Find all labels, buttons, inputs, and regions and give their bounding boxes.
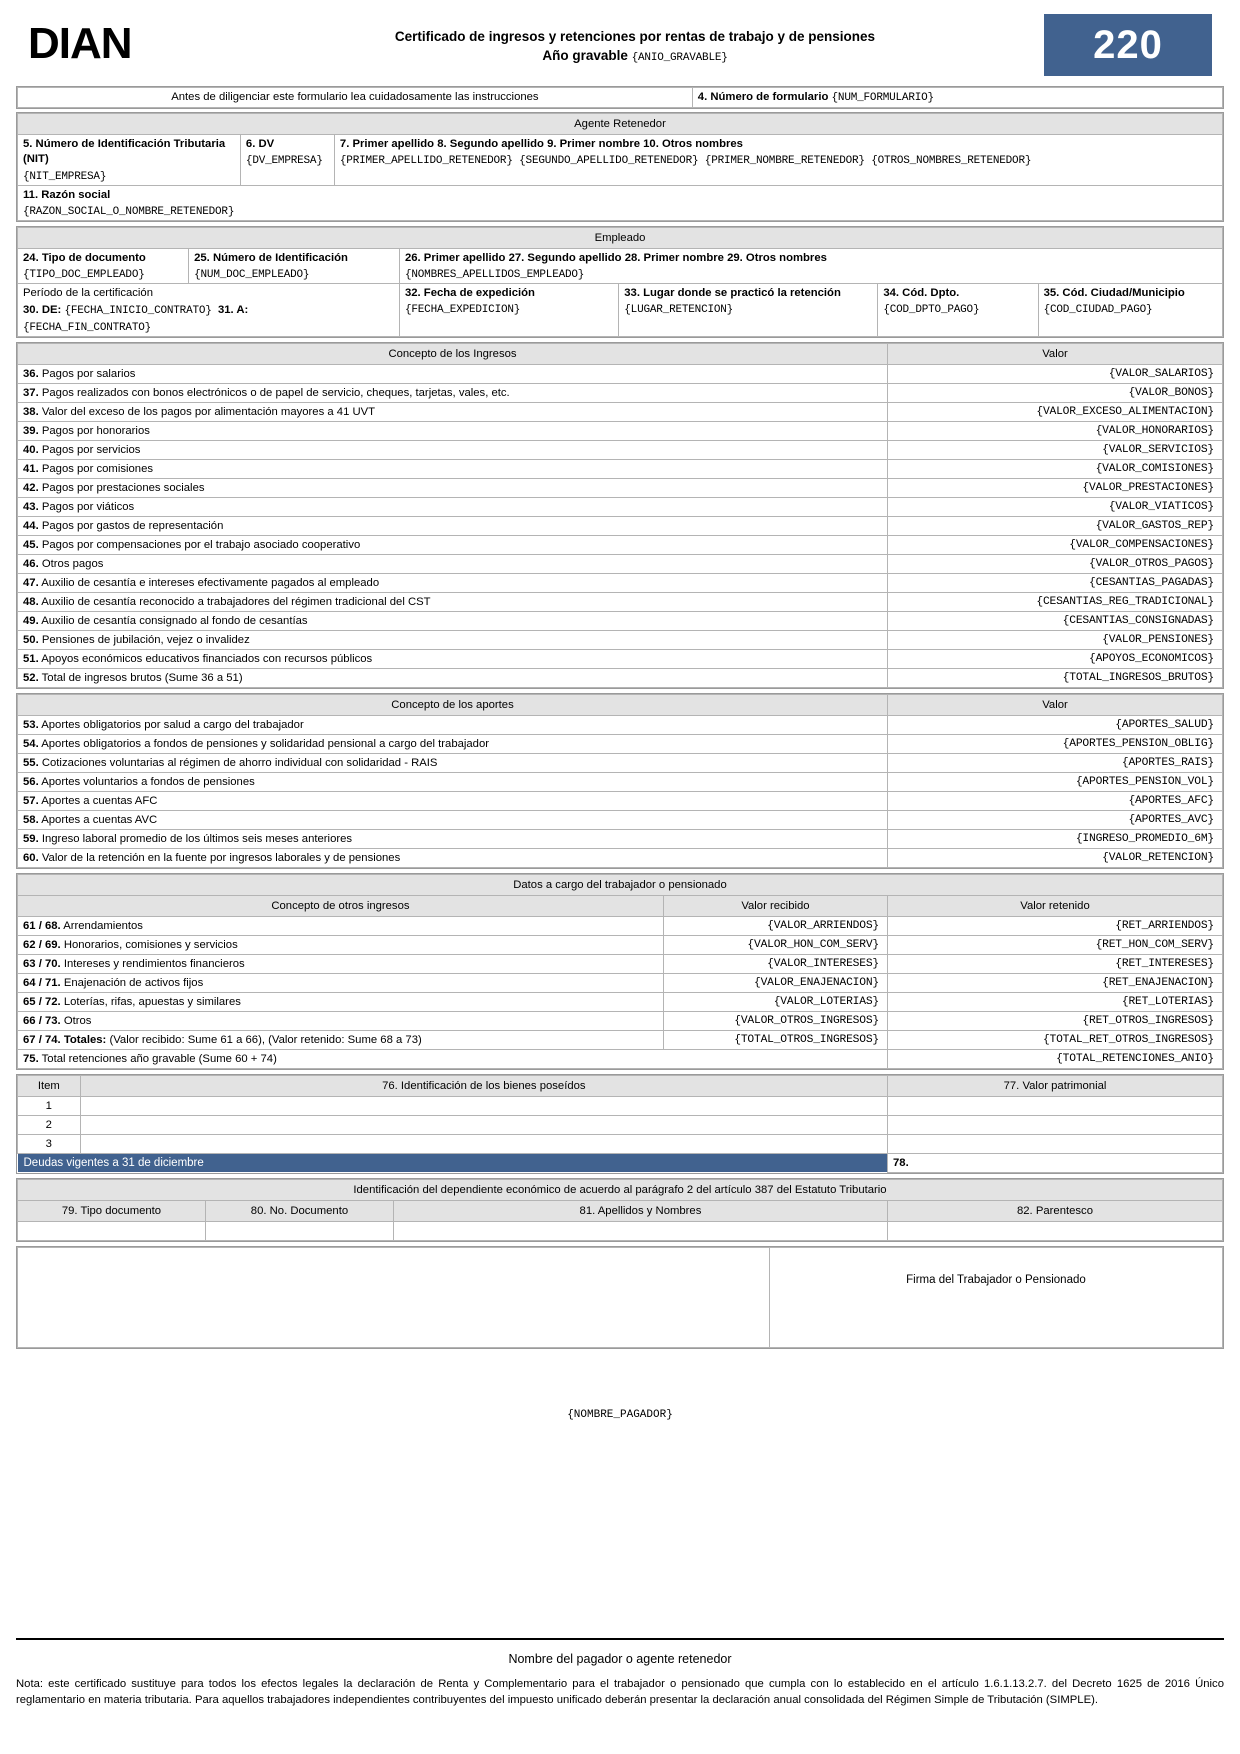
table-row[interactable] <box>18 917 1223 936</box>
ingresos-header-valor: Valor <box>888 344 1223 365</box>
row-concepto <box>18 716 888 735</box>
f75-concepto <box>18 1050 888 1069</box>
row-valor-retenido: {RET_ARRIENDOS} <box>888 917 1223 936</box>
form-number-label: 4. Número de formulario <box>697 91 829 103</box>
row-label: Aportes a cuentas AVC <box>38 814 158 827</box>
row-concepto <box>18 517 888 536</box>
table-row[interactable] <box>18 716 1223 735</box>
row-concepto <box>18 612 888 631</box>
table-row[interactable] <box>18 1012 1223 1031</box>
field-cod-dpto-value: {COD_DPTO_PAGO} <box>883 304 980 317</box>
row-concepto <box>18 936 664 955</box>
row-concepto <box>18 631 888 650</box>
bienes-item-valor[interactable] <box>888 1097 1223 1116</box>
table-row[interactable] <box>18 422 1223 441</box>
row-number: 50. <box>23 634 39 647</box>
page-title <box>226 14 1044 67</box>
aportes-body <box>18 716 1223 868</box>
table-row[interactable] <box>18 441 1223 460</box>
row-concepto <box>18 917 664 936</box>
table-row[interactable] <box>18 993 1223 1012</box>
field-primer-apellido-label: 7. Primer apellido <box>339 138 435 150</box>
deudas-label: Deudas vigentes a 31 de diciembre <box>18 1154 888 1172</box>
row-number: 40. <box>23 444 39 457</box>
table-row[interactable] <box>18 650 1223 669</box>
band-datos-trabajador: Datos a cargo del trabajador o pensionado <box>18 875 1223 896</box>
row-number: 58. <box>23 814 39 827</box>
row-number: 59. <box>23 833 39 846</box>
dependiente-cell-apellidos[interactable] <box>393 1222 887 1241</box>
field-periodo-certificacion[interactable] <box>18 284 400 337</box>
table-row[interactable] <box>18 612 1223 631</box>
row-valor-recibido: {VALOR_ENAJENACION} <box>663 974 887 993</box>
row-number: 47. <box>23 577 39 590</box>
row-label: Auxilio de cesantía consignado al fondo de cesantías <box>38 615 308 628</box>
field-fecha-fin-value: {FECHA_FIN_CONTRATO} <box>23 322 152 335</box>
field-razon-social[interactable] <box>18 185 1223 220</box>
row-value: {CESANTIAS_PAGADAS} <box>888 574 1223 593</box>
section-bienes <box>16 1074 1224 1174</box>
row-value: {APORTES_PENSION_VOL} <box>888 773 1223 792</box>
section-aportes <box>16 693 1224 869</box>
dependiente-header-apellidos: 81. Apellidos y Nombres <box>393 1201 887 1222</box>
row-concepto <box>18 536 888 555</box>
section-dependiente <box>16 1178 1224 1242</box>
row-label: Pagos por viáticos <box>38 501 135 514</box>
instruction-text: Antes de diligenciar este formulario lea cuidadosamente las instrucciones <box>18 88 693 108</box>
row-value: {CESANTIAS_CONSIGNADAS} <box>888 612 1223 631</box>
bienes-item-valor[interactable] <box>888 1135 1223 1154</box>
dependiente-row[interactable] <box>18 1222 1223 1241</box>
table-row[interactable] <box>18 1097 1223 1116</box>
row-number: 46. <box>23 558 39 571</box>
form-number-field[interactable] <box>692 88 1222 108</box>
row-label: Otros <box>60 1015 92 1028</box>
field-emp-otros-nombres-label: 29. Otros nombres <box>727 251 827 264</box>
table-row[interactable] <box>18 830 1223 849</box>
field-lugar-retencion-value: {LUGAR_RETENCION} <box>624 304 734 317</box>
anio-gravable-value: {ANIO_GRAVABLE} <box>631 52 728 65</box>
field-razon-social-value: {RAZON_SOCIAL_O_NOMBRE_RETENEDOR} <box>23 205 235 218</box>
row-label: Pensiones de jubilación, vejez o invalidez <box>38 634 250 647</box>
row-value: {VALOR_COMPENSACIONES} <box>888 536 1223 555</box>
field-cod-ciudad-label: 35. Cód. Ciudad/Municipio <box>1043 287 1185 299</box>
bienes-item-number: 2 <box>18 1116 81 1135</box>
row-concepto <box>18 593 888 612</box>
row-label: Valor del exceso de los pagos por alimentación mayores a 41 UVT <box>38 406 376 419</box>
otros-total-retenido: {TOTAL_RET_OTROS_INGRESOS} <box>888 1031 1223 1050</box>
title-line-2 <box>226 46 1044 67</box>
row-number: 41. <box>23 463 39 476</box>
row-value: {VALOR_PRESTACIONES} <box>888 479 1223 498</box>
firma-trabajador-label: Firma del Trabajador o Pensionado <box>906 1274 1086 1287</box>
dependiente-cell-tipo-doc[interactable] <box>18 1222 206 1241</box>
field-nombres-retenedor[interactable] <box>334 135 1222 186</box>
band-empleado: Empleado <box>18 227 1223 248</box>
otros-header-concepto: Concepto de otros ingresos <box>18 896 664 917</box>
row-value: {VALOR_EXCESO_ALIMENTACION} <box>888 403 1223 422</box>
row-label: Pagos por servicios <box>38 444 141 457</box>
bienes-item-valor[interactable] <box>888 1116 1223 1135</box>
otros-body <box>18 917 1223 1031</box>
row-label: Aportes obligatorios a fondos de pensiones y solidaridad pensional a cargo del trabajador <box>38 738 490 751</box>
row-label: Pagos por comisiones <box>38 463 154 476</box>
table-row[interactable] <box>18 1116 1223 1135</box>
anio-gravable-label: Año gravable <box>542 48 628 64</box>
field-primer-nombre-value: {PRIMER_NOMBRE_RETENEDOR} <box>704 155 865 168</box>
row-valor-retenido: {RET_HON_COM_SERV} <box>888 936 1223 955</box>
row-concepto <box>18 365 888 384</box>
field-num-identificacion-label: 25. Número de Identificación <box>194 251 348 264</box>
row-value: {CESANTIAS_REG_TRADICIONAL} <box>888 593 1223 612</box>
table-row[interactable] <box>18 365 1223 384</box>
bienes-body <box>18 1097 1223 1154</box>
bienes-item-descripcion[interactable] <box>80 1116 887 1135</box>
bienes-item-number: 3 <box>18 1135 81 1154</box>
row-label: Total de ingresos brutos (Sume 36 a 51) <box>38 672 243 685</box>
row-label: Ingreso laboral promedio de los últimos seis meses anteriores <box>38 833 353 846</box>
row-value: {APORTES_AVC} <box>888 811 1223 830</box>
row-value: {VALOR_VIATICOS} <box>888 498 1223 517</box>
section-otros-ingresos <box>16 873 1224 1070</box>
row-number: 36. <box>23 368 39 381</box>
row-value: {VALOR_PENSIONES} <box>888 631 1223 650</box>
row-label: Apoyos económicos educativos financiados con recursos públicos <box>38 653 373 666</box>
deudas-num: 78. <box>893 1157 909 1170</box>
band-dependiente: Identificación del dependiente económico de acuerdo al parágrafo 2 del artículo 387 del Estatuto Tributario <box>18 1180 1223 1201</box>
row-concepto <box>18 384 888 403</box>
band-agente-retenedor: Agente Retenedor <box>18 114 1223 135</box>
field-segundo-apellido-label: 8. Segundo apellido <box>437 138 544 150</box>
field-nit-value: {NIT_EMPRESA} <box>23 170 107 183</box>
row-concepto <box>18 422 888 441</box>
section-ingresos <box>16 342 1224 689</box>
table-row[interactable] <box>18 1135 1223 1154</box>
field-dv-label: 6. DV <box>245 138 275 150</box>
table-row[interactable] <box>18 955 1223 974</box>
row-number: 42. <box>23 482 39 495</box>
row-concepto <box>18 849 888 868</box>
ingresos-header-concepto: Concepto de los Ingresos <box>18 344 888 365</box>
row-number: 38. <box>23 406 39 419</box>
table-row[interactable] <box>18 735 1223 754</box>
row-value: {VALOR_BONOS} <box>888 384 1223 403</box>
row-value: {VALOR_SALARIOS} <box>888 365 1223 384</box>
page-header <box>16 0 1224 86</box>
row-value: {APORTES_SALUD} <box>888 716 1223 735</box>
field-fecha-expedicion[interactable] <box>399 284 618 337</box>
field-num-identificacion-value: {NUM_DOC_EMPLEADO} <box>194 269 310 281</box>
row-value: {VALOR_RETENCION} <box>888 849 1223 868</box>
table-row[interactable] <box>18 479 1223 498</box>
row-concepto <box>18 773 888 792</box>
nombre-pagador-value: {NOMBRE_PAGADOR} <box>567 1409 673 1422</box>
table-row[interactable] <box>18 460 1223 479</box>
row-label: Pagos realizados con bonos electrónicos o de papel de servicio, cheques, tarjetas, vales, etc. <box>38 387 510 400</box>
row-valor-retenido: {RET_INTERESES} <box>888 955 1223 974</box>
field-razon-social-label: 11. Razón social <box>23 188 111 201</box>
row-valor-recibido: {VALOR_HON_COM_SERV} <box>663 936 887 955</box>
table-row[interactable] <box>18 574 1223 593</box>
row-value: {VALOR_GASTOS_REP} <box>888 517 1223 536</box>
instruction-strip <box>16 86 1224 109</box>
row-number: 39. <box>23 425 39 438</box>
row-number: 62 / 69. <box>23 939 61 952</box>
row-label: Pagos por prestaciones sociales <box>38 482 205 495</box>
field-cod-dpto-label: 34. Cód. Dpto. <box>883 287 960 299</box>
table-row[interactable] <box>18 974 1223 993</box>
table-row[interactable] <box>18 1050 1223 1069</box>
table-row[interactable] <box>18 498 1223 517</box>
row-value: {INGRESO_PROMEDIO_6M} <box>888 830 1223 849</box>
row-valor-retenido: {RET_OTROS_INGRESOS} <box>888 1012 1223 1031</box>
field-emp-segundo-apellido-label: 27. Segundo apellido <box>508 251 622 264</box>
dependiente-cell-parentesco[interactable] <box>887 1222 1222 1241</box>
field-periodo-label: Período de la certificación <box>23 287 153 299</box>
row-number: 57. <box>23 795 39 808</box>
row-label: Intereses y rendimientos financieros <box>60 958 245 971</box>
row-label: Aportes a cuentas AFC <box>38 795 158 808</box>
bienes-item-descripcion[interactable] <box>80 1135 887 1154</box>
field-dv-value: {DV_EMPRESA} <box>245 155 323 168</box>
row-concepto <box>18 811 888 830</box>
row-label: Loterías, rifas, apuestas y similares <box>60 996 241 1009</box>
row-label: Pagos por compensaciones por el trabajo asociado cooperativo <box>38 539 361 552</box>
footer-divider <box>16 1638 1224 1640</box>
row-label: Auxilio de cesantía reconocido a trabajadores del régimen tradicional del CST <box>38 596 431 609</box>
row-number: 61 / 68. <box>23 920 61 933</box>
row-value: {VALOR_OTROS_PAGOS} <box>888 555 1223 574</box>
row-number: 52. <box>23 672 39 685</box>
table-row[interactable] <box>18 936 1223 955</box>
dian-logo: DIAN <box>28 19 132 68</box>
row-label: Enajenación de activos fijos <box>60 977 204 990</box>
row-value: {APORTES_RAIS} <box>888 754 1223 773</box>
row-concepto <box>18 498 888 517</box>
field-cod-ciudad[interactable] <box>1038 284 1222 337</box>
row-number: 66 / 73. <box>23 1015 61 1028</box>
field-tipo-documento-label: 24. Tipo de documento <box>23 251 146 264</box>
bienes-header-item: Item <box>18 1076 81 1097</box>
row-number: 37. <box>23 387 39 400</box>
row-number: 48. <box>23 596 39 609</box>
row-concepto <box>18 555 888 574</box>
table-row[interactable] <box>18 384 1223 403</box>
row-number: 63 / 70. <box>23 958 61 971</box>
section-agente-retenedor <box>16 112 1224 222</box>
row-number: 53. <box>23 719 39 732</box>
footer-note: Nota: este certificado sustituye para todos los efectos legales la declaración de Renta y Complementario para el trabajador o pensionado que cumpla con lo establecido en el artículo 1.6.1.13.2.7. del Decreto 1625 de 2016 Único reglamentario en materia tributaria. Para aquellos trabajadores independientes contribuyentes del impuesto unificado deberán presentar la declaración anual consolidada del Régimen Simple de Tributación (SIMPLE). <box>16 1678 1224 1707</box>
row-value: {TOTAL_INGRESOS_BRUTOS} <box>888 669 1223 688</box>
table-row[interactable] <box>18 669 1223 688</box>
field-dv[interactable] <box>240 135 334 186</box>
aportes-header-concepto: Concepto de los aportes <box>18 695 888 716</box>
row-label: Honorarios, comisiones y servicios <box>60 939 238 952</box>
row-valor-recibido: {VALOR_LOTERIAS} <box>663 993 887 1012</box>
row-label: Arrendamientos <box>60 920 143 933</box>
row-number: 64 / 71. <box>23 977 61 990</box>
field-lugar-retencion-label: 33. Lugar donde se practicó la retención <box>624 287 841 299</box>
row-number: 65 / 72. <box>23 996 61 1009</box>
row-number: 49. <box>23 615 39 628</box>
table-row[interactable] <box>18 773 1223 792</box>
row-valor-recibido: {VALOR_OTROS_INGRESOS} <box>663 1012 887 1031</box>
table-row[interactable] <box>18 517 1223 536</box>
aportes-header-valor: Valor <box>888 695 1223 716</box>
table-row[interactable] <box>18 403 1223 422</box>
row-concepto <box>18 993 664 1012</box>
row-number: 56. <box>23 776 39 789</box>
table-row[interactable] <box>18 536 1223 555</box>
bienes-item-number: 1 <box>18 1097 81 1116</box>
row-valor-recibido: {VALOR_INTERESES} <box>663 955 887 974</box>
row-label: Aportes voluntarios a fondos de pensiones <box>38 776 255 789</box>
row-concepto <box>18 441 888 460</box>
deudas-bar-cell <box>18 1154 888 1173</box>
field-primer-apellido-value: {PRIMER_APELLIDO_RETENEDOR} <box>339 155 513 168</box>
row-number: 44. <box>23 520 39 533</box>
row-concepto <box>18 792 888 811</box>
ingresos-body <box>18 365 1223 688</box>
row-label: Cotizaciones voluntarias al régimen de ahorro individual con solidaridad - RAIS <box>38 757 438 770</box>
field-fecha-fin-label: 31. A: <box>217 304 249 317</box>
row-valor-retenido: {RET_LOTERIAS} <box>888 993 1223 1012</box>
otros-total-recibido: {TOTAL_OTROS_INGRESOS} <box>663 1031 887 1050</box>
row-number: 60. <box>23 852 39 865</box>
otros-header-retenido: Valor retenido <box>888 896 1223 917</box>
row-concepto <box>18 955 664 974</box>
field-nit[interactable] <box>18 135 241 186</box>
field-nombres-empleado-value: {NOMBRES_APELLIDOS_EMPLEADO} <box>404 269 585 281</box>
dependiente-cell-num-doc[interactable] <box>205 1222 393 1241</box>
otros-total-label: (Valor recibido: Sume 61 a 66), (Valor retenido: Sume 68 a 73) <box>109 1034 422 1047</box>
field-emp-primer-nombre-label: 28. Primer nombre <box>624 251 724 264</box>
dependiente-header-parentesco: 82. Parentesco <box>887 1201 1222 1222</box>
row-label: Pagos por salarios <box>38 368 136 381</box>
f75-num: 75. <box>23 1053 39 1066</box>
row-number: 43. <box>23 501 39 514</box>
field-cod-ciudad-value: {COD_CIUDAD_PAGO} <box>1043 304 1153 317</box>
row-label: Otros pagos <box>38 558 104 571</box>
otros-total-num: 67 / 74. <box>23 1034 61 1047</box>
f75-value: {TOTAL_RETENCIONES_ANIO} <box>888 1050 1223 1069</box>
row-concepto <box>18 574 888 593</box>
field-tipo-documento[interactable] <box>18 248 189 283</box>
row-value: {VALOR_HONORARIOS} <box>888 422 1223 441</box>
row-valor-retenido: {RET_ENAJENACION} <box>888 974 1223 993</box>
field-segundo-apellido-value: {SEGUNDO_APELLIDO_RETENEDOR} <box>519 155 699 168</box>
row-label: Pagos por honorarios <box>38 425 150 438</box>
row-value: {APORTES_AFC} <box>888 792 1223 811</box>
row-value: {APORTES_PENSION_OBLIG} <box>888 735 1223 754</box>
field-num-identificacion[interactable] <box>189 248 400 283</box>
field-lugar-retencion[interactable] <box>619 284 878 337</box>
deudas-row[interactable] <box>18 1154 1223 1173</box>
bienes-header-valor: 77. Valor patrimonial <box>888 1076 1223 1097</box>
firma-trabajador-area[interactable] <box>769 1248 1222 1348</box>
otros-total-concepto <box>18 1031 664 1050</box>
otros-foot <box>18 1031 1223 1069</box>
row-concepto <box>18 754 888 773</box>
row-concepto <box>18 669 888 688</box>
bienes-header-identificacion: 76. Identificación de los bienes poseídos <box>80 1076 887 1097</box>
table-row[interactable] <box>18 792 1223 811</box>
row-label: Valor de la retención en la fuente por ingresos laborales y de pensiones <box>38 852 401 865</box>
table-row[interactable] <box>18 1031 1223 1050</box>
row-label: Aportes obligatorios por salud a cargo del trabajador <box>38 719 304 732</box>
field-fecha-inicio-value: {FECHA_INICIO_CONTRATO} <box>64 305 212 318</box>
table-row[interactable] <box>18 593 1223 612</box>
section-empleado <box>16 226 1224 338</box>
section-firma <box>16 1246 1224 1349</box>
row-value: {VALOR_SERVICIOS} <box>888 441 1223 460</box>
row-value: {VALOR_COMISIONES} <box>888 460 1223 479</box>
otros-header-recibido: Valor recibido <box>663 896 887 917</box>
field-tipo-documento-value: {TIPO_DOC_EMPLEADO} <box>23 269 145 281</box>
field-emp-primer-apellido-label: 26. Primer apellido <box>404 251 506 264</box>
row-concepto <box>18 403 888 422</box>
page-footer <box>16 1638 1224 1709</box>
table-row[interactable] <box>18 555 1223 574</box>
row-concepto <box>18 735 888 754</box>
form-number-value: {NUM_FORMULARIO} <box>831 92 934 104</box>
field-nit-label: 5. Número de Identificación Tributaria (NIT) <box>23 138 226 166</box>
deudas-value-cell[interactable] <box>888 1154 1223 1173</box>
table-row[interactable] <box>18 754 1223 773</box>
title-line-1: Certificado de ingresos y retenciones por rentas de trabajo y de pensiones <box>394 29 876 44</box>
row-value: {APOYOS_ECONOMICOS} <box>888 650 1223 669</box>
row-number: 45. <box>23 539 39 552</box>
row-concepto <box>18 974 664 993</box>
bienes-item-descripcion[interactable] <box>80 1097 887 1116</box>
row-label: Auxilio de cesantía e intereses efectivamente pagados al empleado <box>38 577 380 590</box>
otros-total-bold: Totales: <box>63 1034 107 1047</box>
firma-blank-area[interactable] <box>18 1248 770 1348</box>
table-row[interactable] <box>18 811 1223 830</box>
form-number-badge: 220 <box>1044 14 1212 76</box>
row-number: 55. <box>23 757 39 770</box>
table-row[interactable] <box>18 849 1223 868</box>
row-concepto <box>18 460 888 479</box>
field-cod-dpto[interactable] <box>878 284 1038 337</box>
row-concepto <box>18 650 888 669</box>
f75-label: Total retenciones año gravable (Sume 60 + 74) <box>41 1053 277 1066</box>
field-fecha-expedicion-label: 32. Fecha de expedición <box>404 287 535 299</box>
row-number: 54. <box>23 738 39 751</box>
footer-pagador-label: Nombre del pagador o agente retenedor <box>508 1652 732 1666</box>
row-concepto <box>18 1012 664 1031</box>
row-concepto <box>18 479 888 498</box>
table-row[interactable] <box>18 631 1223 650</box>
row-number: 51. <box>23 653 39 666</box>
row-concepto <box>18 830 888 849</box>
dependiente-header-tipo-doc: 79. Tipo documento <box>18 1201 206 1222</box>
row-label: Pagos por gastos de representación <box>38 520 224 533</box>
field-nombres-empleado[interactable] <box>399 248 1222 283</box>
field-fecha-inicio-label: 30. DE: <box>23 304 62 317</box>
field-otros-nombres-value: {OTROS_NOMBRES_RETENEDOR} <box>871 155 1032 168</box>
field-otros-nombres-label: 10. Otros nombres <box>643 138 743 150</box>
field-primer-nombre-label: 9. Primer nombre <box>547 138 640 150</box>
field-fecha-expedicion-value: {FECHA_EXPEDICION} <box>404 304 521 317</box>
row-valor-recibido: {VALOR_ARRIENDOS} <box>663 917 887 936</box>
dependiente-header-num-doc: 80. No. Documento <box>205 1201 393 1222</box>
